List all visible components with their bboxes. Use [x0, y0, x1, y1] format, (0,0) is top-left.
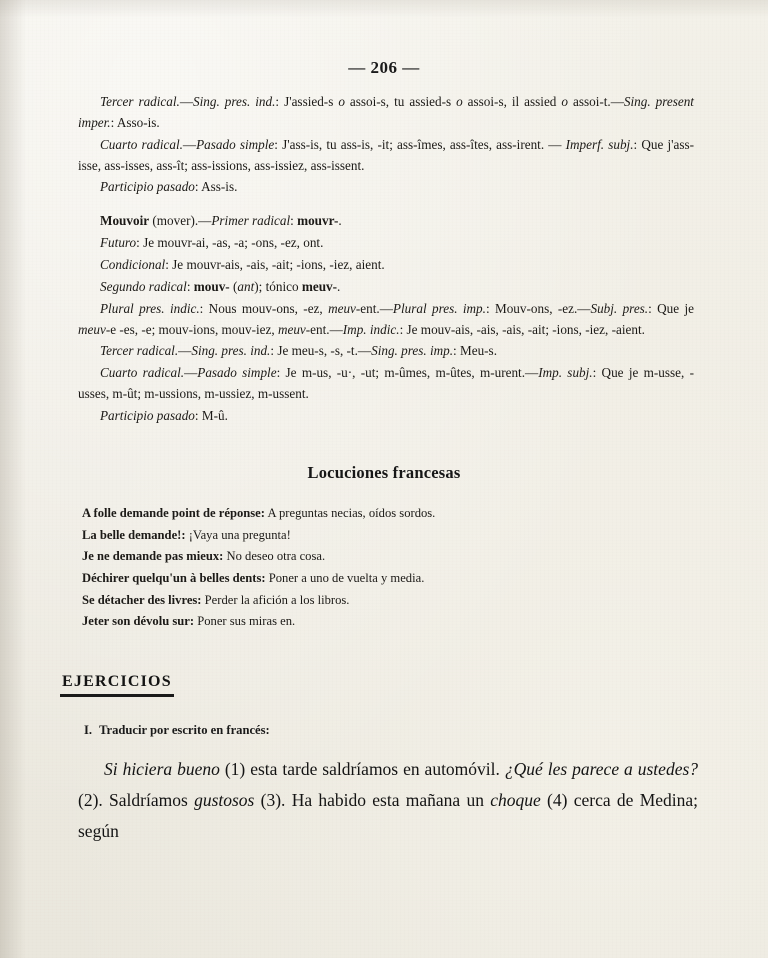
locution-spanish: Poner sus miras en. — [197, 614, 296, 629]
verb-paragraph — [78, 299, 694, 341]
verb-text-segment: meuv- — [301, 278, 338, 294]
verb-paragraph — [78, 255, 694, 276]
locution-spanish: Perder la afición a los libros. — [204, 592, 350, 607]
verb-text-segment: : Meu-s. — [453, 343, 497, 359]
locutions-heading: Locuciones francesas — [307, 462, 461, 482]
locution-item — [82, 568, 692, 590]
locution-spanish: No deseo otra cosa. — [226, 549, 326, 564]
exercise-text-segment: (1) esta tarde saldríamos en automóvil. — [219, 758, 505, 779]
exercise-text-segment: (3). Ha habido esta mañana un — [254, 789, 491, 810]
verb-text-segment: Tercer radical. — [100, 343, 179, 359]
verb-text-segment: Primer radical — [211, 213, 291, 229]
verb-text-segment: ); tónico — [254, 278, 302, 294]
verb-text-segment: assoi-s, tu assied-s — [344, 94, 457, 109]
verb-text-segment: : M-û. — [194, 408, 228, 424]
exercises-heading-wrap — [60, 633, 708, 697]
locutions-list — [60, 503, 708, 633]
verb-text-segment: . — [337, 278, 341, 294]
verb-paragraph — [78, 363, 694, 405]
verb-text-segment: : Mouv-ons, -ez.— — [485, 300, 591, 316]
verb-text-segment: : Je m-us, -u·, -ut; m-ûmes, m-ûtes, m-urent.— — [276, 365, 539, 381]
verb-text-segment: Pasado simple — [197, 365, 277, 381]
verb-paragraph — [78, 92, 694, 134]
exercise-instruction: Traducir por escrito en francés: — [99, 722, 270, 737]
verb-text-segment: — — [178, 343, 192, 359]
exercise-number: I. — [84, 722, 93, 737]
verb-text-segment: Cuarto radical. — [100, 136, 183, 152]
verb-text-segment: — — [182, 136, 197, 152]
locution-spanish: ¡Vaya una pregunta! — [188, 527, 291, 542]
verb-paragraph-list — [78, 92, 694, 427]
verb-text-segment: meuv — [78, 321, 106, 337]
verb-text-segment: ( — [229, 278, 238, 294]
verb-paragraph — [78, 233, 694, 254]
verb-text-segment: Pasado simple — [196, 136, 275, 152]
verb-text-segment: Segundo radical — [100, 278, 187, 294]
verb-text-segment: Subj. pres. — [590, 300, 649, 316]
locution-french: Jeter son dévolu sur: — [82, 614, 195, 629]
verb-paragraph — [78, 211, 694, 232]
verb-text-segment: Plural pres. indic. — [100, 300, 200, 316]
exercises-heading: EJERCICIOS — [62, 672, 172, 690]
locution-item — [82, 503, 692, 525]
verb-text-segment: : — [290, 213, 298, 229]
verb-text-segment: mouv- — [193, 278, 230, 294]
verb-text-segment: : Que je m-usse, -usses, m-ût; m-ussions, m-ussiez, m-ussent. — [78, 365, 695, 402]
verb-text-segment: : Je mouvr-ai, -as, -a; -ons, -ez, ont. — [136, 235, 324, 251]
verb-text-segment: Condicional — [100, 257, 166, 273]
verb-text-segment: Sing. pres. ind. — [193, 94, 276, 109]
verb-text-segment: : Je meu-s, -s, -t.— — [270, 343, 372, 359]
verb-text-segment: Imperf. subj. — [565, 136, 634, 152]
verb-text-segment: Participio pasado — [100, 408, 195, 424]
exercise-text-segment: (4) cerca de Medina; según — [78, 789, 699, 842]
locution-french: A folle demande point de réponse: — [82, 505, 265, 520]
verb-text-segment: : Je mouvr-ais, -ais, -ait; -ions, -iez, aient. — [165, 257, 385, 273]
exercise-text — [60, 754, 708, 847]
verb-text-segment: assoi-s, il assied — [462, 94, 562, 109]
verb-text-segment: -ent.— — [355, 300, 393, 316]
verb-paragraph — [78, 135, 694, 177]
verb-text-segment: Participio pasado — [100, 179, 195, 195]
locution-item — [82, 611, 692, 633]
locution-french: Se détacher des livres: — [82, 592, 202, 607]
verb-paragraph — [78, 341, 694, 362]
verb-text-segment: : — [186, 278, 194, 294]
verb-text-segment: o — [456, 94, 463, 109]
verb-text-segment: : Que j'ass-isse, ass-isses, ass-ît; ass-issions, ass-issiez, ass-issent. — [78, 136, 694, 173]
verb-text-segment: Imp. subj. — [538, 365, 593, 381]
locution-spanish: A preguntas necias, oídos sordos. — [267, 505, 436, 520]
verb-text-segment: Plural pres. imp. — [392, 300, 486, 316]
verb-paragraph — [78, 406, 694, 427]
page-content — [60, 0, 708, 847]
verb-text-segment: : J'assied-s — [275, 94, 339, 109]
verb-text-segment: -e -es, -e; mouv-ions, mouv-iez, — [105, 321, 278, 337]
locution-spanish: Poner a uno de vuelta y media. — [268, 570, 425, 585]
page-edge-shadow-left — [0, 0, 26, 958]
page-number: — 206 — — [348, 58, 420, 77]
verb-text-segment: Futuro — [100, 235, 137, 251]
locution-item — [82, 590, 692, 612]
exercise-text-segment: choque — [490, 789, 541, 810]
exercise-text-segment: Si hiciera bueno — [104, 758, 220, 779]
verb-text-segment: — — [179, 94, 194, 109]
exercise-text-segment: (2). Saldríamos — [78, 789, 195, 810]
locution-item — [82, 525, 692, 547]
locution-item — [82, 546, 692, 568]
verb-text-segment: meuv — [328, 300, 356, 316]
verb-paragraph — [78, 277, 694, 298]
verb-text-segment: o — [561, 94, 568, 109]
verb-text-segment: Imp. indic. — [342, 321, 400, 337]
verb-text-segment: ant — [237, 278, 255, 294]
exercise-text-segment: ¿Qué les parece a ustedes? — [504, 758, 699, 779]
verb-text-segment: Sing. present imper. — [78, 94, 694, 130]
locution-french: Je ne demande pas mieux: — [82, 549, 224, 564]
verb-text-segment: o — [338, 94, 345, 109]
verb-conjugation-section — [60, 92, 708, 427]
verb-text-segment: : Asso-is. — [110, 114, 160, 130]
verb-text-segment: Cuarto radical. — [100, 365, 185, 381]
verb-text-segment: meuv — [277, 321, 306, 337]
exercise-text-segment: gustosos — [194, 789, 255, 810]
verb-text-segment: — — [184, 365, 198, 381]
verb-text-segment: . — [338, 213, 342, 229]
verb-text-segment: : Je mouv-ais, -ais, -ais, -ait; -ions, -iez, -aient. — [399, 321, 645, 337]
verb-text-segment: mouvr- — [297, 213, 339, 229]
verb-text-segment: : Ass-is. — [194, 179, 238, 195]
verb-paragraph — [78, 177, 694, 198]
verb-text-segment: : Nous mouv-ons, -ez, — [199, 300, 329, 316]
exercise-instruction-line — [60, 723, 708, 738]
locution-french: La belle demande!: — [82, 527, 186, 542]
verb-text-segment: Sing. pres. ind. — [191, 343, 271, 359]
verb-text-segment: : J'ass-is, tu ass-is, -it; ass-îmes, ass-îtes, ass-irent. — — [274, 136, 566, 152]
verb-text-segment: assoi-t.— — [568, 94, 624, 109]
verb-text-segment: Sing. pres. imp. — [371, 343, 454, 359]
verb-text-segment: Mouvoir — [100, 213, 150, 229]
verb-text-segment: : Que je — [648, 300, 695, 316]
verb-text-segment: Tercer radical. — [100, 94, 180, 109]
locution-french: Déchirer quelqu'un à belles dents: — [82, 570, 266, 585]
verb-text-segment: -ent.— — [305, 321, 343, 337]
exercises-underline — [60, 633, 174, 697]
verb-text-segment: (mover).— — [149, 213, 212, 229]
